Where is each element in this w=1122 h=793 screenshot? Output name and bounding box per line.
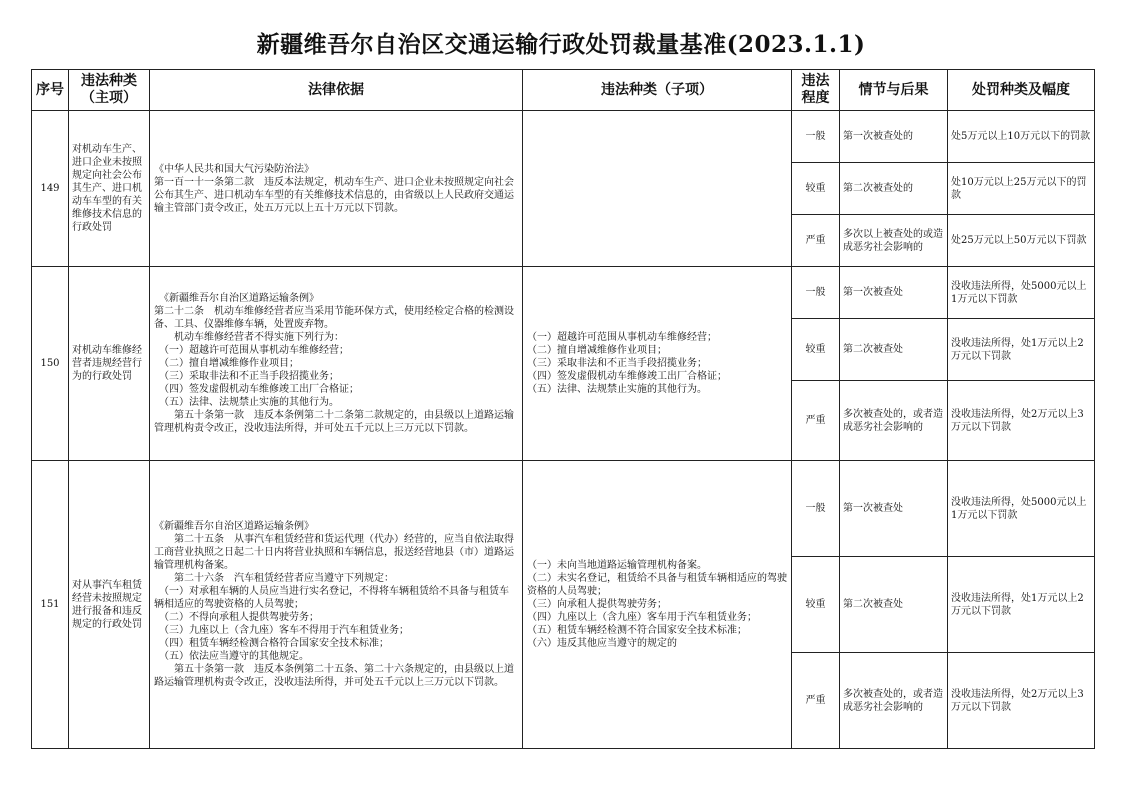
row-penalty: 没收违法所得，处2万元以上3万元以下罚款 bbox=[948, 653, 1095, 749]
row-main-type: 对机动车生产、进口企业未按照规定向社会公布其生产、进口机动车车型的有关维修技术信息的行政处罚 bbox=[69, 111, 150, 267]
row-circumstances: 多次以上被查处的或造成恶劣社会影响的 bbox=[840, 215, 948, 267]
row-penalty: 处5万元以上10万元以下的罚款 bbox=[948, 111, 1095, 163]
row-legal-basis: 《新疆维吾尔自治区道路运输条例》 第二十二条 机动车维修经营者应当采用节能环保方式，使用经检定合格的检测设备、工具、仪器维修车辆，处置废弃物。 机动车维修经营者不得实施下列行为： （一）超越许可范围从事机动车维修经营； （二）擅自增减维修作业项目； （三）采取非法和不正当手段招揽业务； （四）签发虚假机动车维修竣工出厂合格证； （五）法律、法规禁止实施的其他行为。 第五十条第一款 违反本条例第二十二条第二款规定的，由县级以上道路运输管理机构责令改正，没收违法所得，并可处五千元以上三万元以下罚款。 bbox=[150, 267, 523, 461]
row-circumstances: 第二次被查处 bbox=[840, 319, 948, 381]
row-penalty: 没收违法所得，处5000元以上1万元以下罚款 bbox=[948, 461, 1095, 557]
row-sub-type bbox=[523, 111, 792, 267]
row-penalty: 处25万元以上50万元以下罚款 bbox=[948, 215, 1095, 267]
header-circumstances: 情节与后果 bbox=[840, 70, 948, 111]
row-sub-type: （一）超越许可范围从事机动车维修经营； （二）擅自增减维修作业项目； （三）采取非法和不正当手段招揽业务； （四）签发虚假机动车维修竣工出厂合格证； （五）法律、法规禁止实施的其他行为。 bbox=[523, 267, 792, 461]
row-degree: 严重 bbox=[792, 215, 840, 267]
table-row bbox=[32, 267, 1095, 319]
row-degree: 一般 bbox=[792, 111, 840, 163]
row-circumstances: 多次被查处的，或者造成恶劣社会影响的 bbox=[840, 653, 948, 749]
table-header-row bbox=[32, 70, 1095, 111]
row-penalty: 处10万元以上25万元以下的罚款 bbox=[948, 163, 1095, 215]
row-circumstances: 第一次被查处 bbox=[840, 267, 948, 319]
header-sub-type: 违法种类（子项） bbox=[523, 70, 792, 111]
penalty-standards-table bbox=[31, 69, 1095, 749]
header-degree: 违法 程度 bbox=[792, 70, 840, 111]
row-penalty: 没收违法所得，处2万元以上3万元以下罚款 bbox=[948, 381, 1095, 461]
page-title: 新疆维吾尔自治区交通运输行政处罚裁量基准(2023.1.1) bbox=[256, 31, 866, 58]
row-degree: 严重 bbox=[792, 653, 840, 749]
header-main-type: 违法种类 （主项） bbox=[69, 70, 150, 111]
row-circumstances: 第一次被查处的 bbox=[840, 111, 948, 163]
row-degree: 一般 bbox=[792, 267, 840, 319]
row-seq: 151 bbox=[32, 461, 69, 749]
row-penalty: 没收违法所得，处5000元以上1万元以下罚款 bbox=[948, 267, 1095, 319]
row-seq: 150 bbox=[32, 267, 69, 461]
row-degree: 一般 bbox=[792, 461, 840, 557]
row-legal-basis: 《中华人民共和国大气污染防治法》 第一百一十一条第二款 违反本法规定，机动车生产、进口企业未按照规定向社会公布其生产、进口机动车车型的有关维修技术信息的，由省级以上人民政府交通运输主管部门责令改正，处五万元以上五十万元以下罚款。 bbox=[150, 111, 523, 267]
row-degree: 严重 bbox=[792, 381, 840, 461]
row-penalty: 没收违法所得，处1万元以上2万元以下罚款 bbox=[948, 557, 1095, 653]
row-circumstances: 第二次被查处的 bbox=[840, 163, 948, 215]
row-circumstances: 第二次被查处 bbox=[840, 557, 948, 653]
row-sub-type: （一）未向当地道路运输管理机构备案。 （二）未实名登记，租赁给不具备与租赁车辆相适应的驾驶资格的人员驾驶； （三）向承租人提供驾驶劳务； （四）九座以上（含九座）客车用于汽车租赁业务； （五）租赁车辆经检测不符合国家安全技术标准； （六）违反其他应当遵守的规定的 bbox=[523, 461, 792, 749]
header-legal-basis: 法律依据 bbox=[150, 70, 523, 111]
row-degree: 较重 bbox=[792, 557, 840, 653]
row-circumstances: 多次被查处的，或者造成恶劣社会影响的 bbox=[840, 381, 948, 461]
row-degree: 较重 bbox=[792, 163, 840, 215]
table-row bbox=[32, 111, 1095, 163]
row-penalty: 没收违法所得，处1万元以上2万元以下罚款 bbox=[948, 319, 1095, 381]
row-main-type: 对从事汽车租赁经营未按照规定进行报备和违反规定的行政处罚 bbox=[69, 461, 150, 749]
row-degree: 较重 bbox=[792, 319, 840, 381]
header-seq: 序号 bbox=[32, 70, 69, 111]
header-penalty: 处罚种类及幅度 bbox=[948, 70, 1095, 111]
row-main-type: 对机动车维修经营者违规经营行为的行政处罚 bbox=[69, 267, 150, 461]
table-row bbox=[32, 461, 1095, 557]
row-seq: 149 bbox=[32, 111, 69, 267]
row-circumstances: 第一次被查处 bbox=[840, 461, 948, 557]
row-legal-basis: 《新疆维吾尔自治区道路运输条例》 第二十五条 从事汽车租赁经营和货运代理（代办）经营的，应当自依法取得工商营业执照之日起二十日内将营业执照和车辆信息，报送经营地县（市）道路运输管理机构备案。 第二十六条 汽车租赁经营者应当遵守下列规定： （一）对承租车辆的人员应当进行实名登记，不得将车辆租赁给不具备与租赁车辆相适应的驾驶资格的人员驾驶； （二）不得向承租人提供驾驶劳务； （三）九座以上（含九座）客车不得用于汽车租赁业务； （四）租赁车辆经检测合格符合国家安全技术标准； （五）依法应当遵守的其他规定。 第五十条第一款 违反本条例第二十五条、第二十六条规定的，由县级以上道路运输管理机构责令改正，没收违法所得，并可处五千元以上三万元以下罚款。 bbox=[150, 461, 523, 749]
